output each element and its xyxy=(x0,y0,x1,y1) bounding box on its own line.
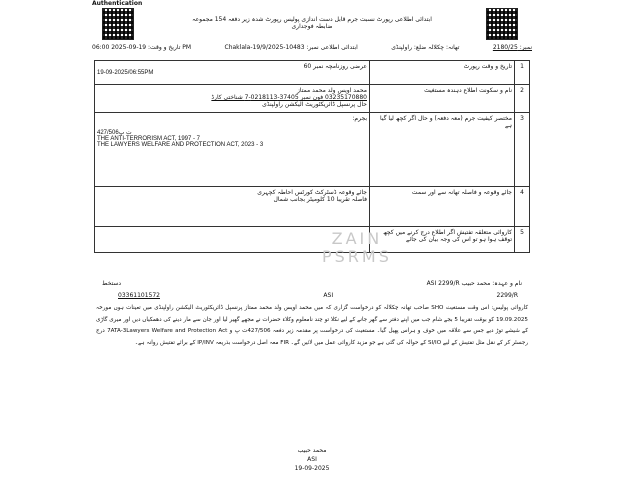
document-title: ابتدائی اطلاعی رپورٹ نسبت جرم قابل دست اندازی پولیس رپورٹ شدہ زیر دفعہ 154 مجموعہ ضابطہ فوجداری xyxy=(192,16,432,30)
officer-name-rank: نام و عہدہ: محمد حبیب ASI 2299/R xyxy=(426,280,522,287)
row-label: جائے وقوعہ و فاصلہ تھانہ سے اور سمت xyxy=(370,187,515,227)
officer-details-row xyxy=(118,292,518,299)
row-label: تاریخ و وقت رپورٹ xyxy=(370,61,515,85)
officer-signature-row xyxy=(102,280,522,287)
officer-rank: ASI xyxy=(323,292,334,299)
officer-sign: دستخط xyxy=(102,280,122,287)
row-value: عرضی روزنامچہ نمبر 60 19-09-2025/06:55PM xyxy=(95,61,370,85)
row-number: 5 xyxy=(515,227,530,253)
table-row xyxy=(95,113,530,187)
row-value: محمد اویس ولد محمد ممتاز 03235170880 فون نمبر 37405-0218113-7 شناختی کارڈ حال پرنسپل ڈائریکٹوریٹ الیکشن راولپنڈی xyxy=(95,85,370,113)
officer-number: 2299/R xyxy=(496,292,518,299)
watermark: ZAIN PSRMS xyxy=(322,229,392,266)
row-number: 3 xyxy=(515,113,530,187)
row-number: 1 xyxy=(515,61,530,85)
row-number: 2 xyxy=(515,85,530,113)
row-label: کاروائی متعلقہ تفتیش اگر اطلاع درج کرنے میں کچھ توقف ہوا ہو تو اس کی وجہ بیان کی جائے xyxy=(370,227,515,253)
table-row xyxy=(95,227,530,253)
officer-phone: 03361101572 xyxy=(118,292,160,299)
table-row xyxy=(95,85,530,113)
datetime: تاریخ و وقت: 19-09-2025 06:00 PM xyxy=(92,44,192,51)
row-label: نام و سکونت اطلاع دہندہ مستغیث xyxy=(370,85,515,113)
fir-table xyxy=(94,60,530,253)
table-row xyxy=(95,187,530,227)
auth-label: Authentication xyxy=(92,0,143,7)
qr-code-right-icon xyxy=(486,8,518,40)
dairy-number: Chaklala-19/9/2025-10483 :ابتدائی اطلاعی نمبر xyxy=(224,44,358,51)
fir-meta-row xyxy=(92,44,532,51)
row-label: مختصر کیفیت جرم (معہ دفعہ) و حال اگر کچھ لیا گیا ہے xyxy=(370,113,515,187)
table-row xyxy=(95,61,530,85)
qr-code-left-icon xyxy=(102,8,134,40)
complainant-cnic-phone: 03235170880 فون نمبر 37405-0218113-7 شناختی کارڈ xyxy=(211,94,367,101)
fir-document xyxy=(82,0,542,480)
row-number: 4 xyxy=(515,187,530,227)
row-value: جائے وقوعہ ڈسٹرکٹ کورٹس احاطہ کچہری فاصلہ تقریبا 10 کلومیٹر بجانب شمال xyxy=(95,187,370,227)
footer-signature: محمد حبیب ASI 19-09-2025 xyxy=(294,447,330,472)
row-value: بجرم: 427/506ت پ THE ANTI-TERRORISM ACT, 1997 - 7 THE LAWYERS WELFARE AND PROTECTION ACT, 2023 - 3 xyxy=(95,113,370,187)
fir-body-text: کاروائی پولیس: اس وقت مستغیث SHO صاحب تھانہ چکلالہ کو درخواست گزاری کہ میں محمد اویس ولد محمد ممتاز پرنسپل ڈائریکٹوریٹ الیکشن راولپنڈی میں تعینات ہوں مورخہ 19.09.2025 کو بوقت تقریبا 5 بجے شام جب میں اپنے دفتر سے گھر جانے کے لیے نکلا تو چند نامعلوم وکلاء حضرات نے مجھے گھیر لیا اور جان سے مار دینے کی دھمکیاں دیں اور میری گاڑی کے شیشے توڑ دیے جس سے علاقہ میں خوف و ہراس پھیل گیا۔ مستغیث کی درخواست پر مقدمہ زیر دفعہ 427/506ت پ و 7ATA-3Lawyers Welfare and Protection Act درج رجسٹر کر کے نقل مثل تفتیش کے لیے SI/IO کے حوالہ کی گئی ہے جو مزید کاروائی عمل میں لائیں گے۔ FIR معہ اصل درخواست بذریعہ IP/INV کے برائے تفتیش روانہ ہے۔ xyxy=(96,305,528,346)
district: تھانہ: چکلالہ ضلع: راولپنڈی xyxy=(391,44,460,51)
fir-number: نمبر: 2180/25 xyxy=(492,44,532,51)
